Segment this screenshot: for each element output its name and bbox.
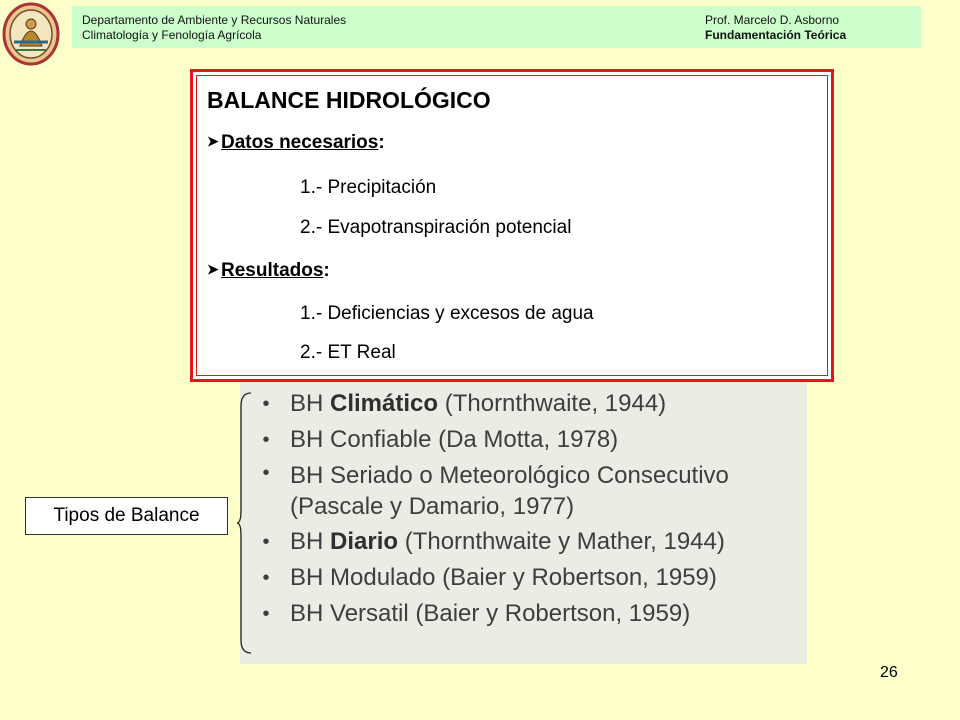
list-item: • BH Seriado o Meteorológico Consecutivo (Pascale y Damario, 1977) bbox=[256, 458, 807, 524]
bullet-icon: • bbox=[262, 531, 270, 553]
list-item: 2.- ET Real bbox=[300, 342, 396, 363]
list-item: • BH Modulado (Baier y Robertson, 1959) bbox=[256, 560, 807, 596]
list-item: 1.- Deficiencias y excesos de agua bbox=[300, 303, 594, 324]
balance-types-list-image bbox=[240, 382, 807, 664]
professor-name: Prof. Marcelo D. Asborno bbox=[705, 13, 840, 27]
header-right bbox=[705, 13, 846, 43]
course-name: Climatología y Fenología Agrícola bbox=[82, 28, 262, 42]
bullet-icon: • bbox=[262, 603, 270, 625]
types-label: Tipos de Balance bbox=[25, 497, 228, 535]
bullet-icon: • bbox=[262, 429, 270, 451]
balance-types-list bbox=[256, 386, 807, 632]
balance-title: BALANCE HIDROLÓGICO bbox=[207, 87, 491, 113]
department-name: Departamento de Ambiente y Recursos Naturales bbox=[82, 13, 347, 27]
section-heading-resultados: ➤ Resultados: bbox=[207, 260, 330, 281]
page-number: 26 bbox=[880, 664, 898, 681]
bullet-icon: • bbox=[262, 462, 270, 484]
balance-box bbox=[190, 69, 834, 382]
balance-box-inner bbox=[196, 75, 828, 376]
section-heading-datos: ➤ Datos necesarios: bbox=[207, 132, 385, 153]
list-item: 2.- Evapotranspiración potencial bbox=[300, 217, 572, 238]
list-item: • BH Diario (Thornthwaite y Mather, 1944) bbox=[256, 524, 807, 560]
arrow-bullet-icon: ➤ bbox=[207, 261, 219, 277]
header-left bbox=[82, 13, 346, 43]
university-seal-logo bbox=[2, 2, 60, 66]
list-item: • BH Confiable (Da Motta, 1978) bbox=[256, 422, 807, 458]
list-item: • BH Climático (Thornthwaite, 1944) bbox=[256, 386, 807, 422]
list-item: • BH Versatil (Baier y Robertson, 1959) bbox=[256, 596, 807, 632]
section-name: Fundamentación Teórica bbox=[705, 28, 847, 42]
curly-brace-icon bbox=[236, 392, 252, 654]
list-item: 1.- Precipitación bbox=[300, 177, 437, 198]
header-bar bbox=[72, 6, 921, 48]
arrow-bullet-icon: ➤ bbox=[207, 133, 219, 149]
bullet-icon: • bbox=[262, 567, 270, 589]
bullet-icon: • bbox=[262, 393, 270, 415]
